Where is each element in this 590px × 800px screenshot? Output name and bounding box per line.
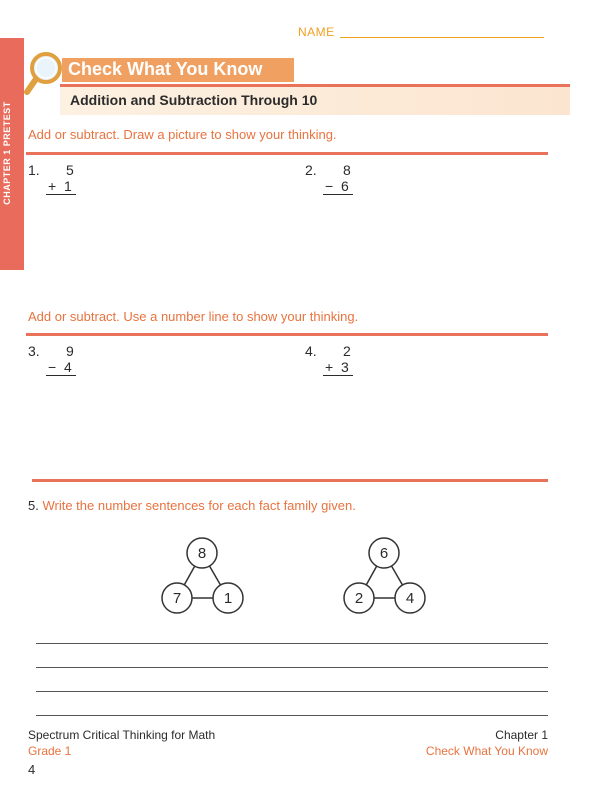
instruction-draw-picture: Add or subtract. Draw a picture to show your thinking. [28, 127, 337, 142]
answer-line [323, 375, 353, 376]
problem-bottom-number: 4 [63, 359, 72, 375]
fact-family-right-number: 4 [405, 590, 415, 607]
name-write-line[interactable] [340, 37, 544, 38]
operator: − [325, 178, 334, 194]
footer-book-title: Spectrum Critical Thinking for Math [28, 728, 216, 742]
page-number: 4 [28, 762, 36, 777]
problem-number: 3. [28, 343, 40, 359]
chapter-side-tab [0, 38, 24, 270]
title-underline [60, 84, 570, 87]
answer-write-line[interactable] [36, 667, 548, 668]
answer-write-line[interactable] [36, 691, 548, 692]
problem-number: 4. [305, 343, 317, 359]
magnifying-glass-icon [24, 48, 76, 100]
problem-number: 2. [305, 162, 317, 178]
problem-top-number: 8 [343, 162, 351, 178]
instruction-fact-family [28, 498, 356, 513]
answer-line [46, 194, 76, 195]
problem-bottom-row [48, 359, 72, 375]
answer-line [46, 375, 76, 376]
answer-write-line[interactable] [36, 715, 548, 716]
section-header [24, 56, 550, 132]
problem-3 [28, 343, 88, 383]
problem-2 [305, 162, 365, 202]
problem-top-number: 2 [343, 343, 351, 359]
fact-family-left-number: 7 [172, 590, 182, 607]
problem-number: 1. [28, 162, 40, 178]
fact-family-top-number: 8 [197, 545, 207, 562]
problem-bottom-row [48, 178, 72, 194]
problem-1 [28, 162, 88, 202]
problem-top-number: 9 [66, 343, 74, 359]
operator: + [325, 359, 334, 375]
problem-bottom-number: 6 [340, 178, 349, 194]
fact-family-triangle-1 [150, 530, 260, 620]
problem-bottom-row [325, 359, 349, 375]
chapter-side-tab-label: CHAPTER 1 PRETEST [2, 101, 12, 205]
fact-family-top-number: 6 [379, 545, 389, 562]
section-divider [26, 152, 548, 155]
answer-line [323, 194, 353, 195]
problem-bottom-row [325, 178, 349, 194]
footer-chapter: Chapter 1 [495, 728, 548, 742]
footer-chapter-title: Check What You Know [425, 744, 548, 758]
fact-family-triangle-2 [332, 530, 442, 620]
footer-grade: Grade 1 [28, 744, 72, 758]
section-divider [26, 333, 548, 336]
fact-family-right-number: 1 [223, 590, 233, 607]
page-subtitle: Addition and Subtraction Through 10 [70, 92, 318, 108]
instruction-number-line: Add or subtract. Use a number line to show your thinking. [28, 309, 359, 324]
operator: − [48, 359, 57, 375]
page-title: Check What You Know [68, 59, 263, 79]
name-label: NAME [298, 25, 335, 39]
problem-bottom-number: 1 [63, 178, 72, 194]
question-number: 5. [28, 498, 39, 513]
problem-top-number: 5 [66, 162, 74, 178]
section-divider [32, 479, 548, 482]
problem-4 [305, 343, 365, 383]
question-text: Write the number sentences for each fact family given. [42, 498, 356, 513]
operator: + [48, 178, 57, 194]
problem-bottom-number: 3 [340, 359, 349, 375]
fact-family-left-number: 2 [354, 590, 364, 607]
answer-write-line[interactable] [36, 643, 548, 644]
